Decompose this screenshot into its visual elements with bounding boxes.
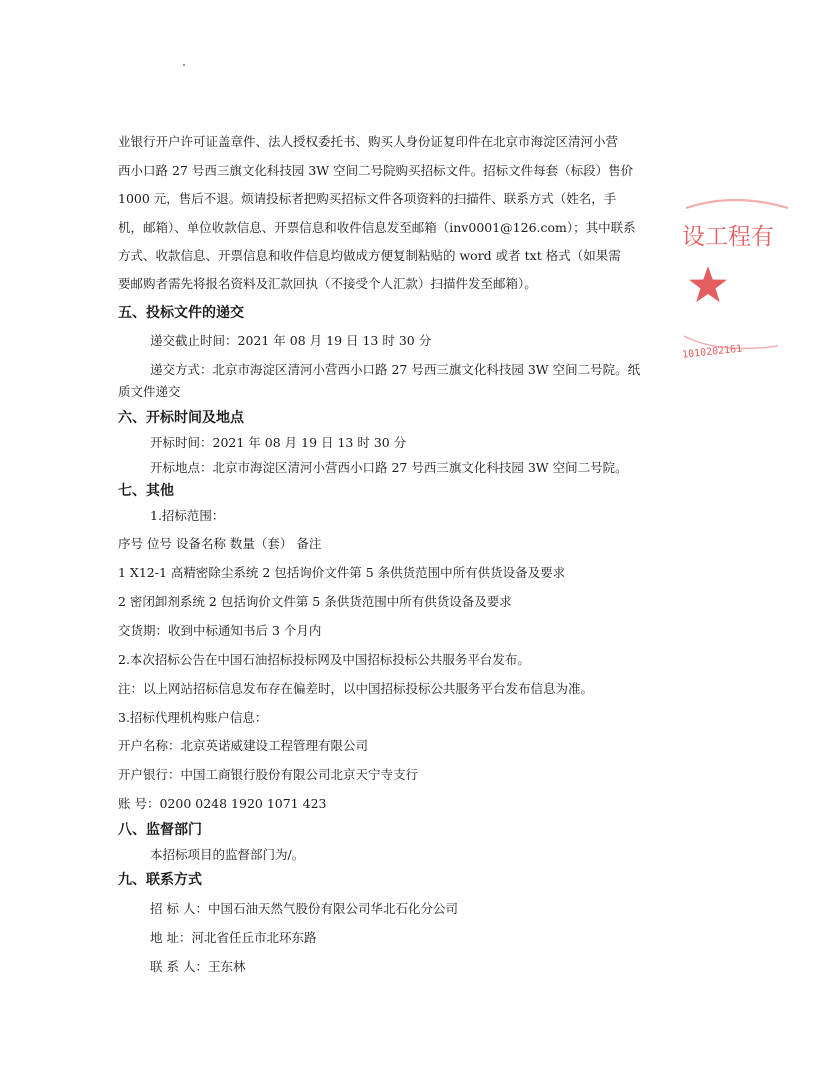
body-line: 业银行开户许可证盖章件、法人授权委托书、购买人身份证复印件在北京市海淀区清河小营: [118, 134, 619, 149]
body-line: 机，邮箱）、单位收款信息、开票信息和收件信息发至邮箱（inv0001@126.com）；其中联系: [118, 220, 636, 235]
account-bank: 开户银行：中国工商银行股份有限公司北京天宁寺支行: [118, 767, 419, 782]
section-heading: 九、联系方式: [118, 872, 202, 888]
table-row: 2 密闭卸剂系统 2 包括询价文件第 5 条供货范围中所有供货设备及要求: [118, 594, 512, 609]
section-heading: 七、其他: [118, 483, 174, 499]
submission-method: 递交方式：北京市海淀区清河小营西小口路 27 号西三旗文化科技园 3W 空间二号院。纸: [150, 362, 641, 377]
table-row: 1 X12-1 高精密除尘系统 2 包括询价文件第 5 条供货范围中所有供货设备及要求: [118, 565, 566, 580]
seal-star-icon: [689, 266, 727, 302]
account-name: 开户名称：北京英诺威建设工程管理有限公司: [118, 738, 369, 753]
notice-item: 3.招标代理机构账户信息：: [118, 710, 268, 725]
seal-text: 设工程有: [682, 224, 774, 250]
opening-time: 开标时间：2021 年 08 月 19 日 13 时 30 分: [150, 435, 407, 450]
section-heading: 五、投标文件的递交: [118, 305, 244, 321]
scan-speck: [183, 64, 185, 66]
submission-deadline: 递交截止时间：2021 年 08 月 19 日 13 时 30 分: [150, 333, 432, 348]
seal-ring: [686, 200, 788, 208]
supervision-text: 本招标项目的监督部门为/。: [150, 847, 305, 862]
notice-note: 注：以上网站招标信息发布存在偏差时，以中国招标投标公共服务平台发布信息为准。: [118, 681, 594, 696]
scope-label: 1.招标范围：: [150, 508, 225, 523]
table-header: 序号 位号 设备名称 数量（套） 备注: [118, 536, 322, 551]
contact-address: 地 址：河北省任丘市北环东路: [150, 930, 317, 945]
submission-method-cont: 质文件递交: [118, 384, 181, 399]
opening-place: 开标地点：北京市海淀区清河小营西小口路 27 号西三旗文化科技园 3W 空间二号院。: [150, 460, 628, 475]
contact-tenderer: 招 标 人：中国石油天然气股份有限公司华北石化分公司: [150, 901, 458, 916]
section-heading: 六、开标时间及地点: [118, 410, 244, 426]
delivery-period: 交货期：收到中标通知书后 3 个月内: [118, 623, 322, 638]
body-line: 方式、收款信息、开票信息和收件信息均做成方便复制粘贴的 word 或者 txt 格式（如果需: [118, 248, 621, 263]
company-seal: [678, 196, 818, 366]
section-heading: 八、监督部门: [118, 822, 202, 838]
contact-person: 联 系 人：王东林: [150, 959, 246, 974]
body-line: 1000 元，售后不退。烦请投标者把购买招标文件各项资料的扫描件、联系方式（姓名，手: [118, 191, 617, 206]
notice-item: 2.本次招标公告在中国石油招标投标网及中国招标投标公共服务平台发布。: [118, 652, 530, 667]
account-number: 账 号：0200 0248 1920 1071 423: [118, 796, 327, 811]
body-line: 要邮购者需先将报名资料及汇款回执（不接受个人汇款）扫描件发至邮箱）。: [118, 276, 537, 291]
body-line: 西小口路 27 号西三旗文化科技园 3W 空间二号院购买招标文件。招标文件每套（标段）售价: [118, 163, 634, 178]
seal-number: 1010202161: [681, 343, 743, 361]
